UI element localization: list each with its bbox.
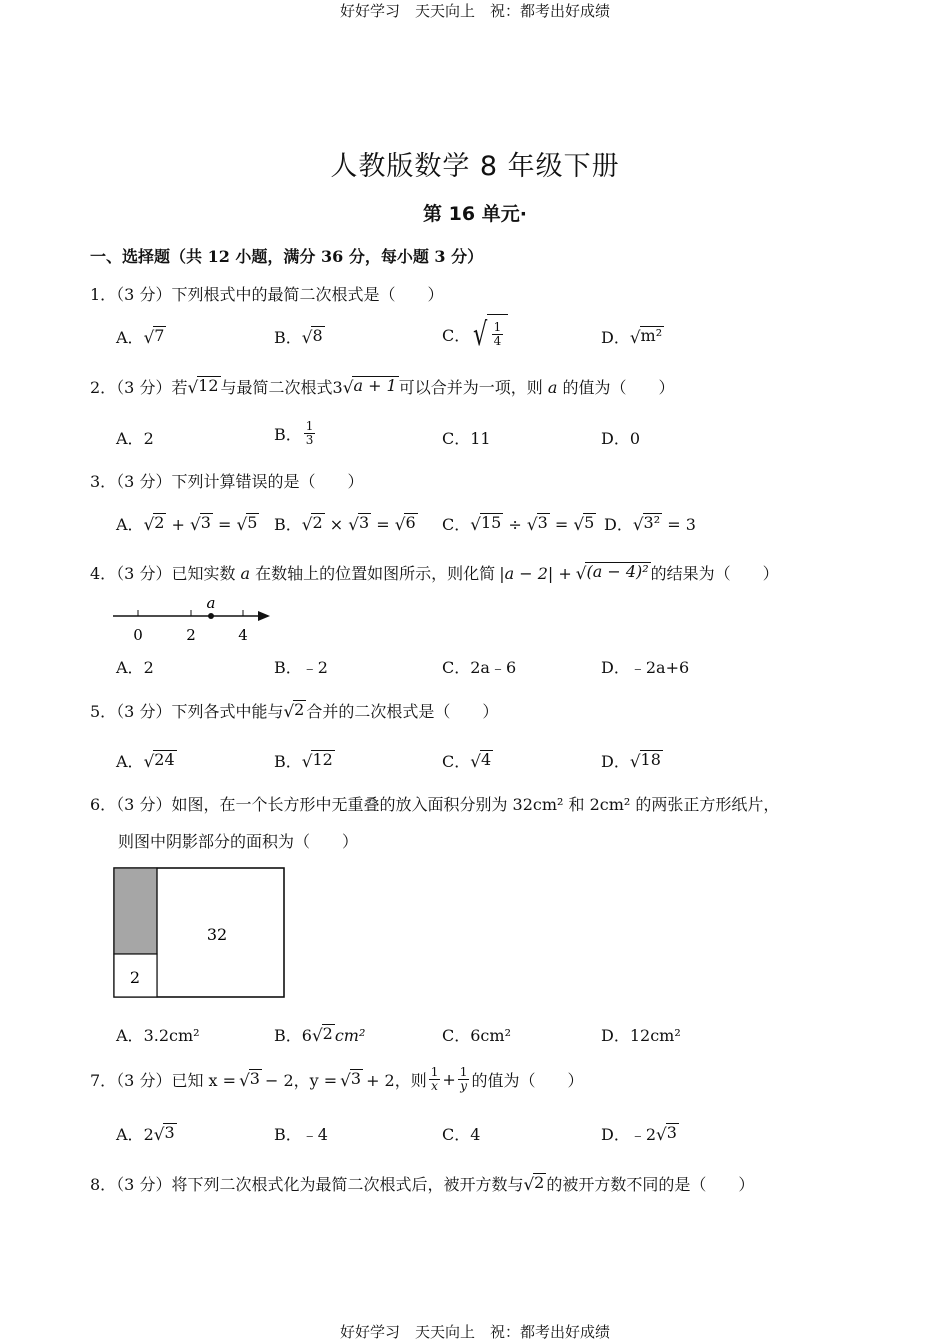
q6-option-b: B．6 √ 2 cm² [274,1024,366,1045]
radicand: 2 [534,1173,545,1193]
option-letter: C． [442,658,471,677]
operator: ÷ [508,515,522,534]
operator: = [218,515,232,534]
fraction-denominator: 3 [305,432,314,447]
question-6-line-2 [118,829,358,852]
question-1 [90,282,443,305]
q4-option-b [274,655,328,678]
q2-option-b [274,420,317,446]
q5-option-c: C． √ 4 [442,750,492,771]
page-footer: 好好学习 天天向上 祝：都考出好成绩 [339,1323,610,1341]
option-letter: B． [274,658,302,677]
option-letter: D． [601,429,630,448]
option-letter: B． [274,1026,302,1045]
radicand: 3² [643,513,661,533]
option-letter: C． [442,325,471,345]
stem-text: 的被开方数不同的是（ ） [546,1175,755,1194]
big-square-label: 32 [206,925,228,944]
variable: a [240,564,251,583]
fraction-numerator: 1 [305,419,314,433]
small-square-label: 2 [129,968,141,987]
option-value: 0 [629,429,641,448]
page-header: 好好学习 天天向上 祝：都考出好成绩 [339,2,610,20]
option-letter: C． [442,515,471,534]
option-letter: D． [601,1026,630,1045]
operator: × [329,515,344,534]
radicand: 3 [537,513,548,533]
option-value: 4 [470,1125,481,1144]
q5-option-a: A． √ 24 [116,750,175,771]
q1-option-a: A． √ 7 [116,326,165,347]
radicand: 15 [480,513,502,533]
option-letter: B． [274,328,302,347]
option-letter: C． [442,1026,471,1045]
option-value: 3.2cm² [143,1026,200,1045]
option-letter: A． [116,752,144,771]
q7-option-b [274,1122,328,1145]
option-value: ﹣4 [301,1125,328,1144]
option-letter: D． [604,515,633,534]
stem-text: 可以合并为一项，则 [398,378,548,397]
option-letter: D． [601,328,630,347]
q4-option-c [442,655,516,678]
unit: cm² [334,1026,366,1045]
radicand: 3 [200,513,211,533]
fraction-denominator: x [431,1078,438,1093]
question-7: 7．（3 分） 已知 x = √ 3 − 2，y = √ 3 + 2，则 $\frac{1}{x}$ + $\frac{1}{y}$ 的值为（ ） [90,1065,584,1093]
question-2: 2．（3 分）若 √ 12 与最简二次根式3 √ a + 1 可以合并为一项，则 a 的值为（ ） [90,376,675,397]
option-value: 6cm² [470,1026,511,1045]
question-number: 4．（3 分） [90,564,172,583]
stem-text: 的值为（ ） [557,378,675,397]
q3-option-b: B． √ 2 × √ 3 = √ 6 [274,513,416,534]
operator: + [442,1069,456,1089]
q6-option-c [442,1023,511,1046]
q4-option-a [116,655,154,678]
option-letter: A． [116,328,144,347]
option-letter: D． [601,1125,630,1144]
option-value: 2a﹣6 [470,658,517,677]
point-a-label: a [206,594,216,612]
option-letter: A． [116,429,144,448]
question-4: 4．（3 分）已知实数 a 在数轴上的位置如图所示，则化简 |a − 2| + √ (a − 4)² 的结果为（ ） [90,562,779,583]
tick-label: 2 [186,626,196,644]
fraction-numerator: 1 [459,1065,468,1079]
absolute-value-expr: |a − 2| + [499,564,572,583]
radicand: 3 [666,1123,677,1143]
coefficient: 3 [332,378,343,397]
option-letter: B． [274,424,302,444]
document-title: 人教版数学 8 年级下册 [330,151,620,182]
radicand: 24 [154,750,175,770]
radicand: a + 1 [353,376,397,396]
fraction-denominator: y [460,1078,467,1093]
point-a-dot [208,613,214,619]
q6-option-a [116,1023,200,1046]
stem-text: 在数轴上的位置如图所示，则化简 [250,564,496,583]
radicand: 2 [312,513,323,533]
q3-option-c: C． √ 15 ÷ √ 3 = √ 5 [442,513,595,534]
option-value: 12cm² [629,1026,681,1045]
stem-text: 与最简二次根式 [220,378,333,397]
q7-option-d: D．﹣2 √ 3 [601,1123,677,1144]
option-letter: A． [116,1026,144,1045]
tick-label: 4 [238,626,248,644]
option-letter: A． [116,1125,144,1144]
tick-label: 0 [133,626,143,644]
question-6 [90,792,779,815]
question-stem: 下列计算错误的是（ ） [171,472,364,491]
radicand: 18 [640,750,661,770]
radicand: 8 [312,326,323,346]
q2-option-c [442,426,491,449]
radicand: (a − 4)² [586,562,649,582]
q7-option-c [442,1122,480,1145]
q1-option-b: B． √ 8 [274,326,323,347]
stem-text: 下列各式中能与 [171,702,284,721]
option-letter: D． [601,752,630,771]
q6-option-d [601,1023,681,1046]
option-letter: A． [116,515,144,534]
question-stem: 下列根式中的最简二次根式是（ ） [171,285,444,304]
operator: + [171,515,185,534]
coefficient: ﹣2 [629,1125,657,1144]
stem-text: 已知 x = [171,1070,237,1090]
fraction-numerator: 1 [430,1065,439,1079]
q2-option-d [601,426,640,449]
variable: a [547,378,558,397]
option-letter: C． [442,752,471,771]
option-letter: D． [601,658,630,677]
radicand: 3 [164,1123,175,1143]
option-value: 2 [143,658,154,677]
radicand: 6 [405,513,416,533]
number-line-figure [110,592,280,648]
q5-option-b: B． √ 12 [274,750,333,771]
stem-text: + 2，则 [366,1070,427,1090]
question-3 [90,469,363,492]
question-number: 2．（3 分） [90,378,172,397]
operator: = [554,515,569,534]
option-letter: B． [274,752,302,771]
radicand: 2 [322,1024,333,1044]
option-value: ﹣2a+6 [629,658,690,677]
question-number: 8．（3 分） [90,1175,172,1194]
option-letter: B． [274,1125,302,1144]
q4-option-d [601,655,689,678]
option-letter: B． [274,515,302,534]
coefficient: 6 [301,1026,312,1045]
q7-option-a: A．2 √ 3 [116,1123,175,1144]
document-subtitle: 第 16 单元· [423,203,527,225]
stem-text: − 2，y = [264,1070,338,1090]
radicand: 12 [312,750,333,770]
coefficient: 2 [143,1125,154,1144]
question-number: 6．（3 分） [90,795,172,814]
option-letter: A． [116,658,144,677]
fraction-numerator: 1 [493,320,502,335]
question-5: 5．（3 分）下列各式中能与 √ 2 合并的二次根式是（ ） [90,700,499,721]
question-number: 5．（3 分） [90,702,172,721]
stem-text: 的结果为（ ） [650,564,779,583]
stem-text: 的值为（ ） [471,1070,584,1090]
option-value: ﹣2 [301,658,328,677]
stem-text: 将下列二次根式化为最简二次根式后，被开方数与 [171,1175,524,1194]
radicand: m² [640,326,663,346]
stem-text: 已知实数 [171,564,241,583]
question-8: 8．（3 分）将下列二次根式化为最简二次根式后，被开方数与 √ 2 的被开方数不同的是（ ） [90,1173,755,1194]
q2-option-a [116,426,154,449]
option-letter: C． [442,429,471,448]
q1-option-d: D． √ m² [601,326,663,347]
radicand: 3 [350,1069,362,1089]
radicand: 5 [247,513,258,533]
radicand: 12 [198,376,219,396]
shaded-region [114,868,157,954]
operator: = 3 [667,515,696,534]
option-value: 11 [470,429,491,448]
q1-option-c: C． √ $\frac{1}{4}$ [442,314,508,354]
fraction-denominator: 4 [493,334,502,348]
rectangle-squares-figure [112,866,288,1000]
stem-text: 若 [171,378,188,397]
q3-option-a: A． √ 2 + √ 3 = √ 5 [116,513,258,534]
option-value: 2 [143,429,154,448]
operator: = [376,515,390,534]
stem-text: 如图，在一个长方形中无重叠的放入面积分别为 32cm² 和 2cm² 的两张正方形纸片， [171,795,780,814]
question-number: 7．（3 分） [90,1070,172,1090]
radicand: 2 [294,700,305,720]
arrow-icon [258,611,270,621]
question-number: 1．（3 分） [90,285,172,304]
radicand: 2 [154,513,165,533]
question-number: 3．（3 分） [90,472,172,491]
radicand: 3 [358,513,370,533]
radicand: 4 [480,750,492,770]
option-letter: C． [442,1125,471,1144]
stem-text: 则图中阴影部分的面积为（ ） [118,832,359,851]
radicand: 7 [154,326,165,346]
stem-text: 合并的二次根式是（ ） [306,702,499,721]
q5-option-d: D． √ 18 [601,750,661,771]
radicand: 3 [249,1069,260,1089]
q3-option-d: D． √ 3² = 3 [604,513,696,534]
section-heading: 一、选择题（共 12 小题，满分 36 分，每小题 3 分） [90,247,484,266]
radicand: 5 [584,513,595,533]
